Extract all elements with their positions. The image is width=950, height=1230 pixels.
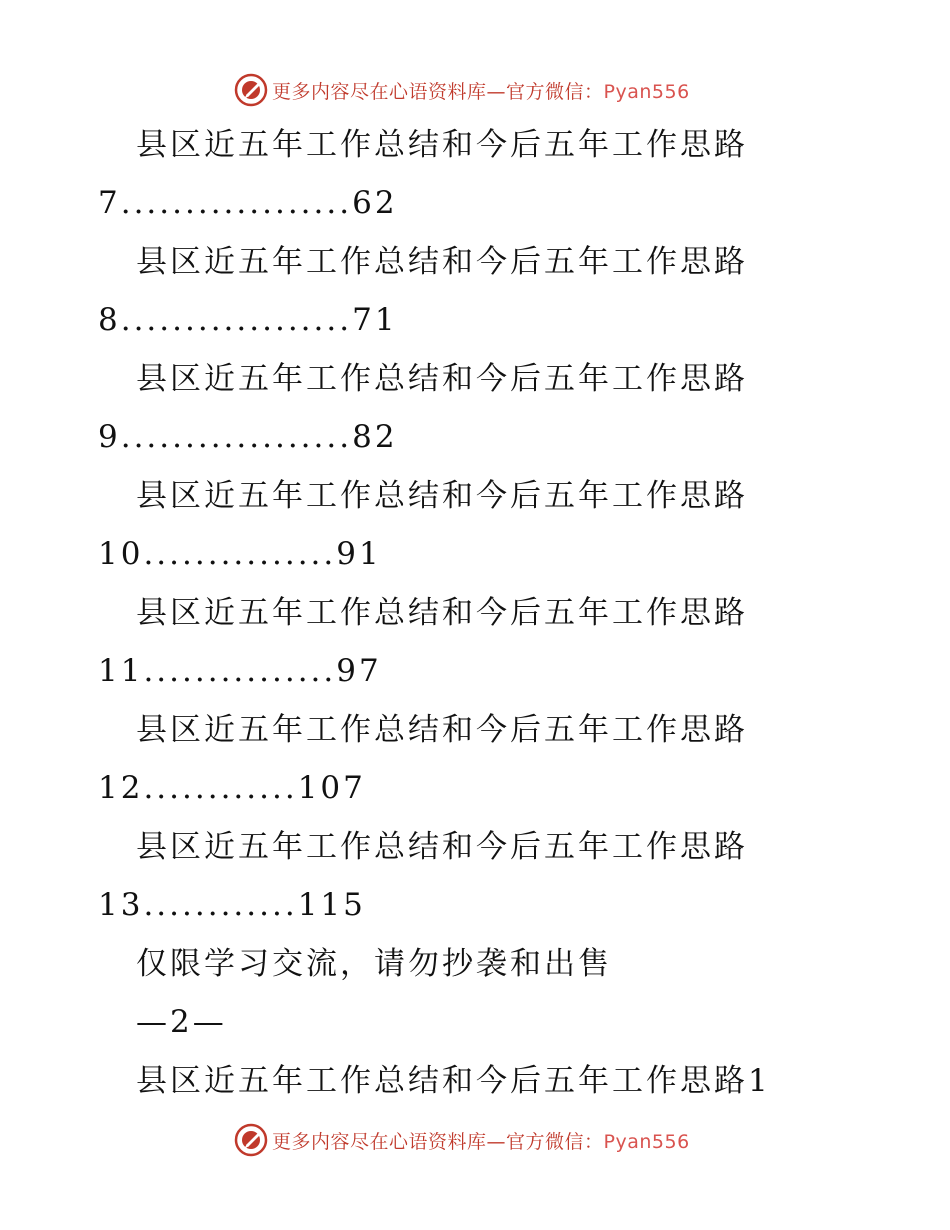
- toc-title: 县区近五年工作总结和今后五年工作思路: [136, 361, 748, 397]
- toc-entry: 9..................82: [98, 419, 398, 455]
- watermark-text: 更多内容尽在心语资料库—官方微信：Pyan556: [272, 1130, 690, 1153]
- watermark-text: 更多内容尽在心语资料库—官方微信：Pyan556: [272, 80, 690, 103]
- toc-entry: 12............107: [98, 770, 366, 806]
- section-heading: 县区近五年工作总结和今后五年工作思路1: [136, 1063, 771, 1099]
- page-number: —2—: [136, 1004, 227, 1040]
- toc-title: 县区近五年工作总结和今后五年工作思路: [136, 595, 748, 631]
- toc-title: 县区近五年工作总结和今后五年工作思路: [136, 127, 748, 163]
- notice-text: 仅限学习交流，请勿抄袭和出售: [136, 946, 612, 982]
- watermark-top: [234, 72, 690, 108]
- toc-entry: 7..................62: [98, 185, 398, 221]
- watermark-bottom: [234, 1122, 690, 1158]
- toc-entry: 8..................71: [98, 302, 398, 338]
- toc-title: 县区近五年工作总结和今后五年工作思路: [136, 712, 748, 748]
- toc-entry: 11...............97: [98, 653, 382, 689]
- toc-entry: 10...............91: [98, 536, 382, 572]
- toc-title: 县区近五年工作总结和今后五年工作思路: [136, 244, 748, 280]
- toc-entry: 13............115: [98, 887, 366, 923]
- logo-icon: [234, 73, 268, 107]
- toc-title: 县区近五年工作总结和今后五年工作思路: [136, 478, 748, 514]
- logo-icon: [234, 1123, 268, 1157]
- toc-title: 县区近五年工作总结和今后五年工作思路: [136, 829, 748, 865]
